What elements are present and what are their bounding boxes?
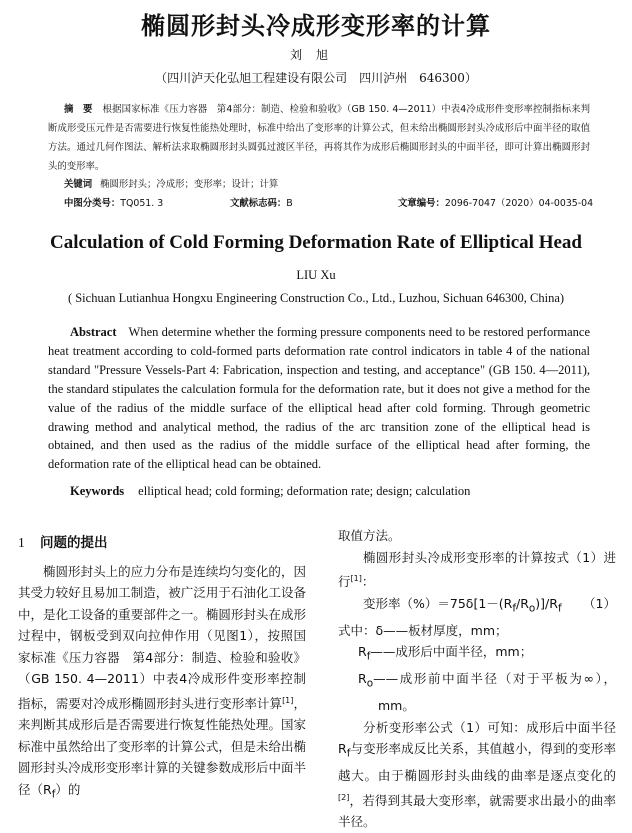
- paper-title-zh: 椭圆形封头冷成形变形率的计算: [141, 12, 491, 40]
- citation[interactable]: [1]: [350, 574, 362, 583]
- equation-number: （1）: [583, 595, 616, 611]
- body-paragraph: 取值方法。: [338, 528, 401, 543]
- body-paragraph: 椭圆形封头上的应力分布是连续均匀变化的，因其受力较好且易加工制造，被广泛用于石油化工设备中，是化工设备的重要部件之一。椭圆形封头在成形过程中，钢板受到双向拉伸作用（见图1），按照国家标准《压力容器 第4部分：制造、检验和验收》（GB 150. 4—2011）中表4冷成形件变形率控制指标，需要对冷成形椭圆形封头进行变形率计算[1]，来判断其成形后是否需要进行恢复性能热处理。国家标准中虽然给出了变形率的计算公式，但是未给出椭圆形封头冷成形变形率计算的关键参数成形后中面半径$(R_f)$的: [18, 563, 306, 801]
- affiliation-en: ( Sichuan Lutianhua Hongxu Engineering Construction Co., Ltd., Luzhou, Sichuan 646300, China): [67, 291, 565, 305]
- abstract-label-zh: 摘 要: [64, 104, 93, 115]
- keywords-label-en: Keywords: [70, 484, 125, 498]
- abstract-label-en: Abstract: [70, 325, 117, 339]
- variable-definition: $R_o——$成形前中面半径（对于平板为∞），mm。: [358, 671, 616, 714]
- body-column-right: [338, 525, 616, 833]
- abstract-zh: [48, 100, 590, 176]
- keywords-text-en: elliptical head; cold forming; deformation rate; design; calculation: [138, 484, 471, 498]
- citation[interactable]: [2]: [338, 792, 350, 802]
- author-en: LIU Xu: [296, 268, 336, 282]
- section-heading: [18, 532, 306, 555]
- classification-row: [64, 195, 594, 211]
- document-code: 文献标志码：B: [230, 198, 293, 209]
- citation[interactable]: [1]: [282, 695, 294, 705]
- body-paragraph: 椭圆形封头冷成形变形率的计算按式（1）进行[1]：: [338, 549, 616, 590]
- abstract-text-en: When determine whether the forming pressure components need to be restored performance heat treatment according to cold-formed parts deformation rate control indicators in table 4 of the national standard "Pressure Vessels-Part 4: Fabrication, inspection and testing, and acceptance" (GB 150. 4—2011), the standard stipulates the calculation formula for the deformation rate, but it does not give a method for the value of the radius of the middle surface of the elliptical head after cold forming. Through geometric drawing method and analytical method, the radius of the arc transition zone of the elliptical head is obtained, and then used as the radius of the middle surface of the elliptical head after forming, the deformation rate of the elliptical head can be obtained.: [48, 325, 590, 472]
- body-column-left: [18, 528, 306, 806]
- keywords-en: [70, 484, 590, 499]
- article-number: 文章编号：2096-7047（2020）04-0035-04: [398, 198, 594, 209]
- equation-1: 变形率$(\%)=75\delta[1-(R_f/R_o)]/R_f$ （1）: [338, 593, 616, 620]
- keywords-label-zh: 关键词: [64, 179, 93, 190]
- abstract-en: [48, 323, 590, 474]
- section-title: 问题的提出: [40, 535, 108, 551]
- keywords-zh: [64, 176, 590, 190]
- paper-title-en: Calculation of Cold Forming Deformation Rate of Elliptical Head: [50, 232, 582, 253]
- affiliation-zh: （四川泸天化弘旭工程建设有限公司 四川泸州 646300）: [155, 71, 477, 85]
- keywords-text-zh: 椭圆形封头；冷成形；变形率；设计；计算: [100, 179, 279, 190]
- body-paragraph: 分析变形率公式（1）可知：成形后中面半径$R_f$与变形率成反比关系，其值越小，得到的变形率越大。由于椭圆形封头曲线的曲率是逐点变化的[2]，若得到其最大变形率，就需要求出最小的曲率半径。: [338, 719, 616, 830]
- author-zh: 刘旭: [289, 48, 342, 62]
- abstract-text-zh: 根据国家标准《压力容器 第4部分：制造、检验和验收》（GB 150. 4—2011）中表4冷成形件变形率控制指标来判断成形受压元件是否需要进行恢复性能热处理时，标准中给出了变形率的计算公式，但未给出椭圆形封头冷成形后中面半径的取值方法。通过几何作图法、解析法求取椭圆形封头圆弧过渡区半径，再将其作为成形后椭圆形封头的中面半径，即可计算出椭圆形封头的变形率。: [48, 104, 590, 172]
- clc-number: 中图分类号：TQ051. 3: [64, 198, 164, 209]
- variable-definition: $R_f——$成形后中面半径，mm；: [358, 644, 533, 663]
- section-number: 1: [18, 535, 25, 550]
- variable-definition: 式中：δ——板材厚度，mm；: [338, 622, 508, 638]
